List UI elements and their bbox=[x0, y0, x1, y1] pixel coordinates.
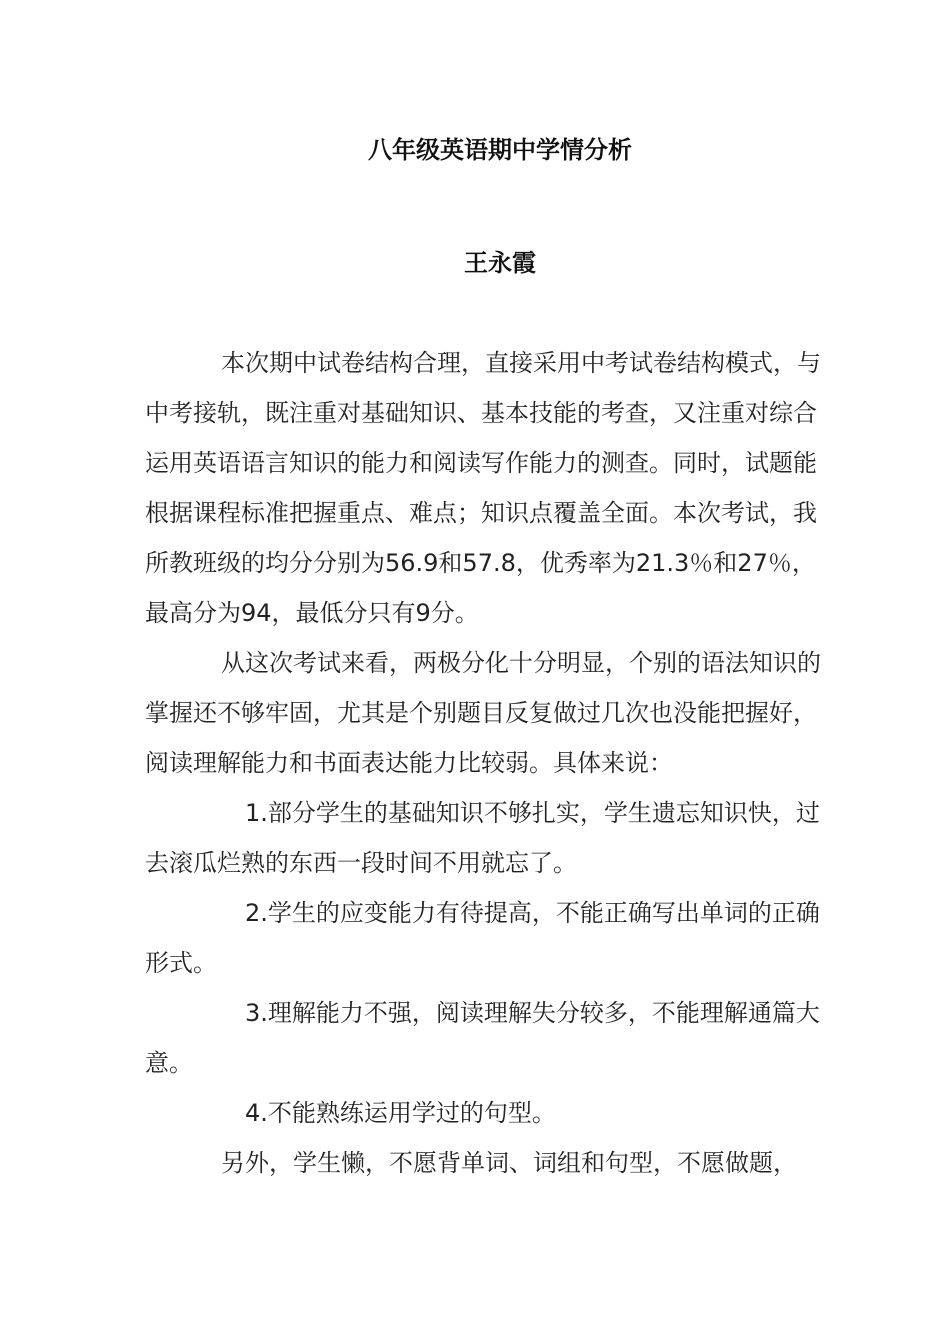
document-title: 八年级英语期中学情分析 bbox=[368, 136, 632, 164]
list-item-sentence-patterns: 4.不能熟练运用学过的句型。 bbox=[245, 1099, 556, 1127]
paragraph-analysis-intro: 从这次考试来看，两极分化十分明显，个别的语法知识的掌握还不够牢固，尤其是个别题目反复做过几次也没能把握好，阅读理解能力和书面表达能力比较弱。具体来说： bbox=[145, 649, 821, 777]
list-item-basic-knowledge: 1.部分学生的基础知识不够扎实，学生遗忘知识快，过去滚瓜烂熟的东西一段时间不用就忘了。 bbox=[145, 799, 820, 877]
document-body bbox=[145, 338, 825, 1188]
list-item-adaptability: 2.学生的应变能力有待提高，不能正确写出单词的正确形式。 bbox=[145, 899, 820, 977]
document-author: 王永霞 bbox=[464, 249, 536, 277]
paragraph-exam-overview: 本次期中试卷结构合理，直接采用中考试卷结构模式，与中考接轨，既注重对基础知识、基本技能的考查，又注重对综合运用英语语言知识的能力和阅读写作能力的测查。同时，试题能根据课程标准把握重点、难点；知识点覆盖全面。本次考试，我所教班级的均分分别为56.9和57.8，优秀率为21.3％和27％，最高分为94，最低分只有9分。 bbox=[145, 349, 821, 627]
paragraph-additional: 另外，学生懒，不愿背单词、词组和句型，不愿做题， bbox=[221, 1149, 797, 1177]
list-item-comprehension: 3.理解能力不强，阅读理解失分较多，不能理解通篇大意。 bbox=[145, 999, 820, 1077]
